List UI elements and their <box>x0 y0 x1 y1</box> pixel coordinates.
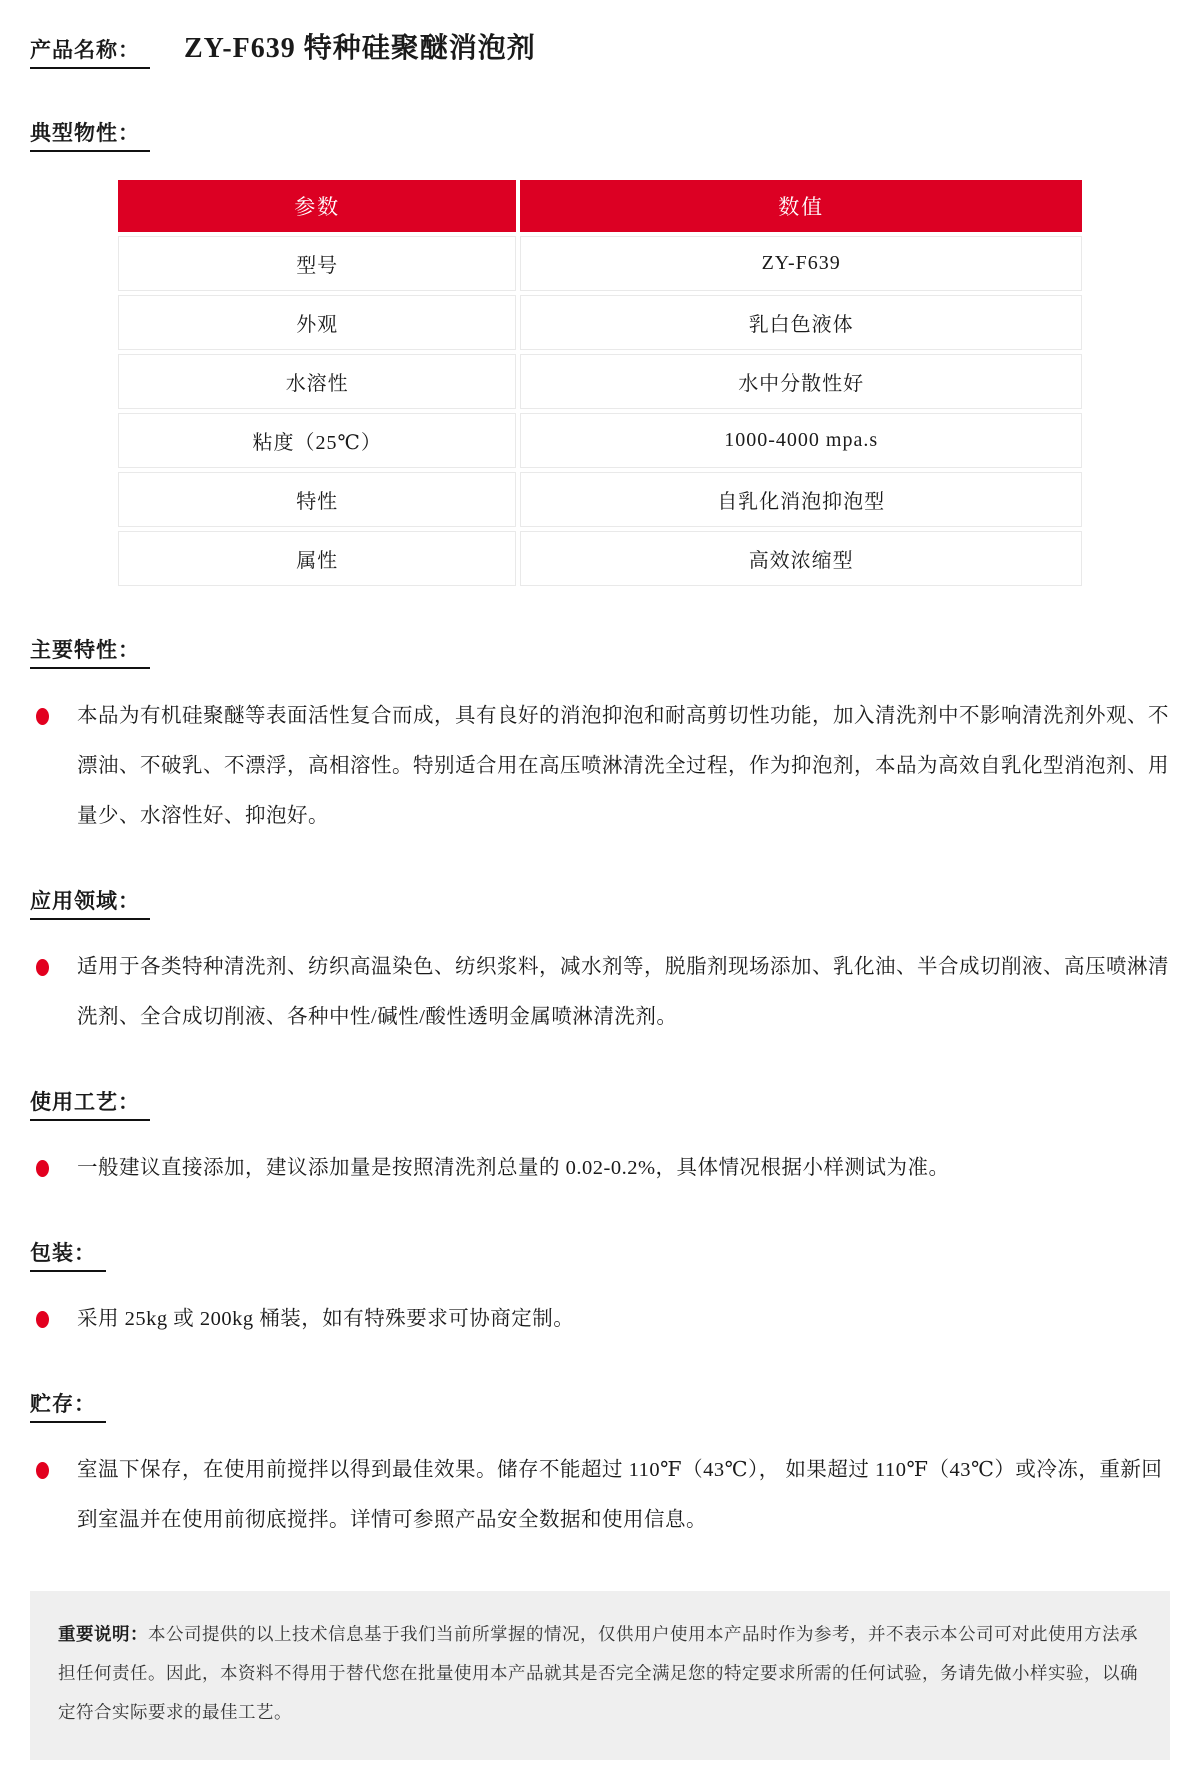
param-cell: 型号 <box>118 236 516 291</box>
section-heading-usage: 使用工艺： <box>30 1086 150 1121</box>
packaging-text: 采用 25kg 或 200kg 桶装，如有特殊要求可协商定制。 <box>77 1308 575 1330</box>
table-row <box>118 531 1082 586</box>
value-cell: 水中分散性好 <box>520 354 1082 409</box>
param-cell: 外观 <box>118 295 516 350</box>
product-name: ZY-F639 特种硅聚醚消泡剂 <box>184 33 536 64</box>
applications-text: 适用于各类特种清洗剂、纺织高温染色、纺织浆料，减水剂等，脱脂剂现场添加、乳化油、半合成切削液、高压喷淋清洗剂、全合成切削液、各种中性/碱性/酸性透明金属喷淋清洗剂。 <box>77 956 1169 1028</box>
param-cell: 水溶性 <box>118 354 516 409</box>
disclaimer-box <box>30 1591 1170 1760</box>
disclaimer-label: 重要说明： <box>58 1624 148 1644</box>
value-cell: 乳白色液体 <box>520 295 1082 350</box>
product-name-label: 产品名称： <box>30 34 150 69</box>
bullet-icon <box>36 1160 49 1177</box>
table-row <box>118 295 1082 350</box>
value-cell: 高效浓缩型 <box>520 531 1082 586</box>
bullet-icon <box>36 1311 49 1328</box>
storage-text: 室温下保存，在使用前搅拌以得到最佳效果。储存不能超过 110℉（43℃）， 如果超过 110℉（43℃）或冷冻，重新回到室温并在使用前彻底搅拌。详情可参照产品安全数据和使用信息。 <box>77 1459 1163 1531</box>
usage-text: 一般建议直接添加，建议添加量是按照清洗剂总量的 0.02-0.2%，具体情况根据小样测试为准。 <box>77 1157 950 1179</box>
bullet-icon <box>36 1462 49 1479</box>
value-cell: ZY-F639 <box>520 236 1082 291</box>
value-cell: 自乳化消泡抑泡型 <box>520 472 1082 527</box>
list-item <box>30 1445 1170 1545</box>
table-header-value: 数值 <box>520 180 1082 232</box>
section-heading-features: 主要特性： <box>30 634 150 669</box>
table-header-row <box>118 180 1082 232</box>
list-item <box>30 1294 1170 1344</box>
bullet-icon <box>36 959 49 976</box>
table-row <box>118 354 1082 409</box>
section-heading-properties: 典型物性： <box>30 117 150 152</box>
list-item <box>30 942 1170 1042</box>
value-cell: 1000-4000 mpa.s <box>520 413 1082 468</box>
properties-table <box>114 176 1086 590</box>
list-item <box>30 691 1170 841</box>
bullet-icon <box>36 708 49 725</box>
section-heading-storage: 贮存： <box>30 1388 106 1423</box>
table-row <box>118 236 1082 291</box>
disclaimer-text: 本公司提供的以上技术信息基于我们当前所掌握的情况，仅供用户使用本产品时作为参考，并不表示本公司可对此使用方法承担任何责任。因此，本资料不得用于替代您在批量使用本产品就其是否完全满足您的特定要求所需的任何试验，务请先做小样实验，以确定符合实际要求的最佳工艺。 <box>58 1624 1138 1722</box>
section-heading-applications: 应用领域： <box>30 885 150 920</box>
param-cell: 特性 <box>118 472 516 527</box>
section-heading-packaging: 包装： <box>30 1237 106 1272</box>
list-item <box>30 1143 1170 1193</box>
param-cell: 属性 <box>118 531 516 586</box>
table-row <box>118 472 1082 527</box>
table-header-param: 参数 <box>118 180 516 232</box>
param-cell: 粘度（25℃） <box>118 413 516 468</box>
features-text: 本品为有机硅聚醚等表面活性复合而成，具有良好的消泡抑泡和耐高剪切性功能，加入清洗剂中不影响清洗剂外观、不漂油、不破乳、不漂浮，高相溶性。特别适合用在高压喷淋清洗全过程，作为抑泡剂，本品为高效自乳化型消泡剂、用量少、水溶性好、抑泡好。 <box>77 705 1169 827</box>
page-title <box>30 26 1170 69</box>
table-row <box>118 413 1082 468</box>
